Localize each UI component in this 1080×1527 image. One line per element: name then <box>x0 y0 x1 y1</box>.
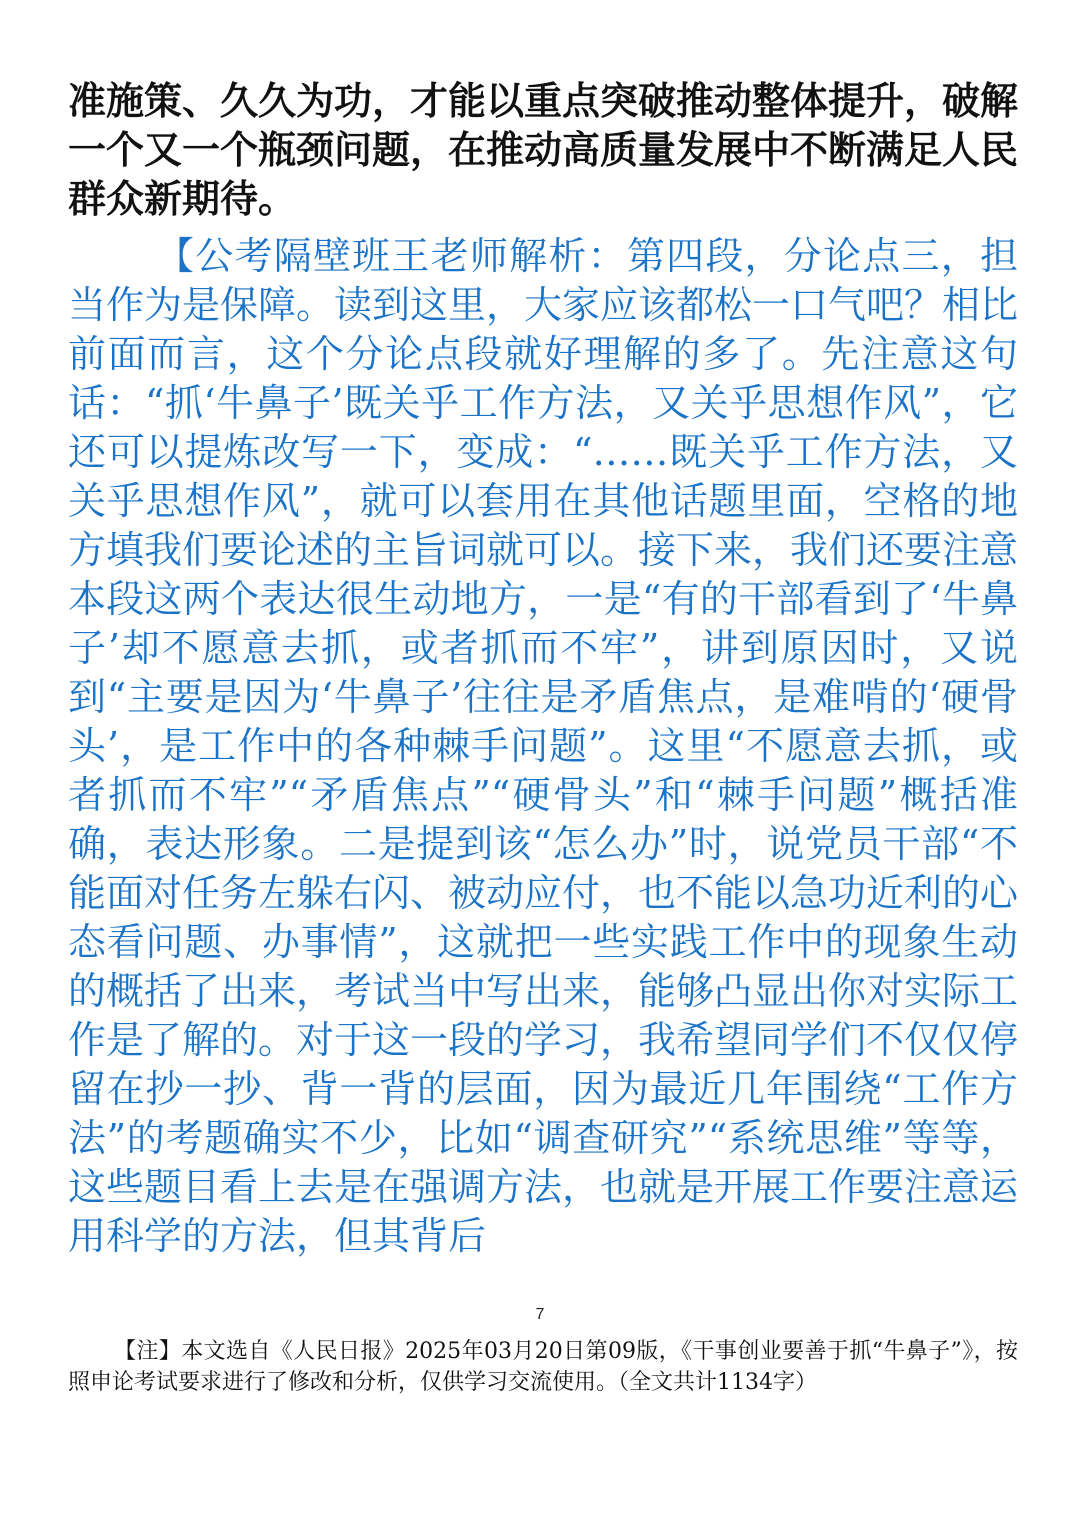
page-number: 7 <box>535 1306 545 1323</box>
source-footnote: 【注】本文选自《人民日报》2025年03月20日第09版，《干事创业要善于抓“牛鼻子”》，按照申论考试要求进行了修改和分析，仅供学习交流使用。（全文共计1134字） <box>68 1339 1018 1395</box>
article-continuation-paragraph: 准施策、久久为功，才能以重点突破推动整体提升，破解一个又一个瓶颈问题，在推动高质量发展中不断满足人民群众新期待。 <box>68 78 1019 221</box>
teacher-analysis-paragraph: 【公考隔壁班王老师解析：第四段，分论点三，担当作为是保障。读到这里，大家应该都松一口气吧？相比前面而言，这个分论点段就好理解的多了。先注意这句话：“抓‘牛鼻子’既关乎工作方法，又关乎思想作风”，它还可以提炼改写一下，变成：“……既关乎工作方法，又关乎思想作风”，就可以套用在其他话题里面，空格的地方填我们要论述的主旨词就可以。接下来，我们还要注意本段这两个表达很生动地方，一是“有的干部看到了‘牛鼻子’却不愿意去抓，或者抓而不牢”，讲到原因时，又说到“主要是因为‘牛鼻子’往往是矛盾焦点，是难啃的‘硬骨头’，是工作中的各种棘手问题”。这里“不愿意去抓，或者抓而不牢”“矛盾焦点”“硬骨头”和“棘手问题”概括准确，表达形象。二是提到该“怎么办”时，说党员干部“不能面对任务左躲右闪、被动应付，也不能以急功近利的心态看问题、办事情”，这就把一些实践工作中的现象生动的概括了出来，考试当中写出来，能够凸显出你对实际工作是了解的。对于这一段的学习，我希望同学们不仅仅停留在抄一抄、背一背的层面，因为最近几年围绕“工作方法”的考题确实不少，比如“调查研究”“系统思维”等等，这些题目看上去是在强调方法，也就是开展工作要注意运用科学的方法，但其背后 <box>68 234 1019 1258</box>
